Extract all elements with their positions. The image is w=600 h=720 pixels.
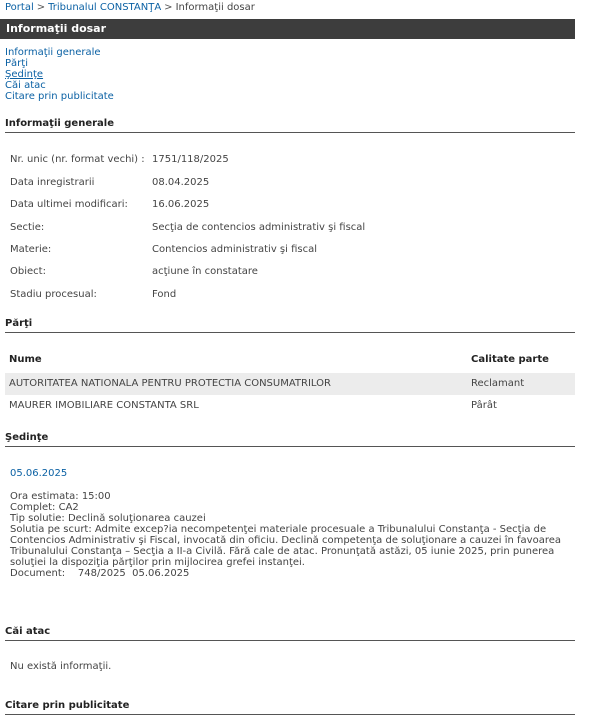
toc-link-cai-atac[interactable]: Căi atac (5, 80, 46, 91)
section-heading-general: Informaţii generale (5, 118, 575, 133)
section-heading-parti: Părţi (5, 318, 575, 333)
party-role: Pârât (471, 400, 497, 411)
field-label: Sectie: (10, 222, 45, 233)
column-header-nume: Nume (9, 354, 42, 365)
page-title: Informaţii dosar (0, 19, 575, 39)
toc-link-parti[interactable]: Părţi (5, 58, 28, 69)
field-row-materie (10, 244, 317, 255)
sedinta-tip-solutie: Tip solutie: Declină soluţionarea cauzei (10, 513, 206, 524)
table-row (5, 373, 575, 395)
column-header-calitate: Calitate parte (471, 354, 549, 365)
breadcrumb-portal-link[interactable]: Portal (5, 2, 34, 13)
toc-link-informatii-generale[interactable]: Informaţii generale (5, 47, 101, 58)
sedinta-ora: Ora estimata: 15:00 (10, 491, 111, 502)
field-value: 08.04.2025 (152, 177, 210, 188)
field-row-obiect (10, 266, 258, 277)
table-row (5, 395, 575, 417)
sedinta-details (10, 491, 570, 579)
field-label: Data ultimei modificari: (10, 199, 128, 210)
party-role: Reclamant (471, 378, 525, 389)
field-value: Contencios administrativ şi fiscal (152, 244, 317, 255)
field-row-data-inregistrarii (10, 177, 209, 188)
toc-nav (5, 47, 114, 102)
field-row-stadiu (10, 289, 176, 300)
breadcrumb (5, 2, 255, 13)
field-label: Nr. unic (nr. format vechi) : (10, 154, 145, 165)
toc-link-sedinte[interactable]: Şedinţe (5, 69, 44, 80)
party-name: MAURER IMOBILIARE CONSTANTA SRL (9, 400, 199, 411)
field-row-sectie (10, 222, 365, 233)
breadcrumb-tribunal-link[interactable]: Tribunalul CONSTANŢA (48, 2, 162, 13)
field-row-data-modificari (10, 199, 209, 210)
table-header (5, 352, 575, 370)
field-value: Secţia de contencios administrativ şi fiscal (152, 222, 366, 233)
section-heading-cai-atac: Căi atac (5, 626, 575, 641)
sedinta-solutie: Solutia pe scurt: Admite excep?ia necompetenţei materiale procesuale a Tribunalului Constanţa - Secţia de Contencios Administrativ şi Fiscal, invocată din oficiu. Declină competenţa de soluţionare a cauzei în favoarea Tribunalului Constanţa – Secţia a II-a Civilă. Fără cale de atac. Pronunţată astăzi, 05 iunie 2025, prin punerea soluţiei la dispoziţia părţilor prin mijlocirea grefei instanţei. (10, 524, 562, 568)
parti-table (5, 352, 575, 417)
field-label: Data inregistrarii (10, 177, 95, 188)
field-value: Fond (152, 289, 177, 300)
field-label: Materie: (10, 244, 52, 255)
field-value: 1751/118/2025 (152, 154, 229, 165)
field-value: 16.06.2025 (152, 199, 210, 210)
breadcrumb-separator: > (36, 2, 46, 13)
field-row-nr-unic (10, 154, 229, 165)
field-value: acţiune în constatare (152, 266, 258, 277)
breadcrumb-current: Informaţii dosar (175, 2, 255, 13)
party-name: AUTORITATEA NATIONALA PENTRU PROTECTIA CONSUMATRILOR (9, 378, 331, 389)
breadcrumb-separator: > (164, 2, 173, 13)
toc-link-citare[interactable]: Citare prin publicitate (5, 91, 114, 102)
field-label: Stadiu procesual: (10, 289, 97, 300)
sedinta-complet: Complet: CA2 (10, 502, 79, 513)
cai-atac-empty-text: Nu există informaţii. (10, 661, 112, 672)
sedinta-document: Document: 748/2025 05.06.2025 (10, 568, 190, 579)
section-heading-citare: Citare prin publicitate (5, 700, 575, 715)
field-label: Obiect: (10, 266, 46, 277)
section-heading-sedinte: Şedinţe (5, 432, 575, 447)
sedinta-date: 05.06.2025 (10, 468, 68, 479)
